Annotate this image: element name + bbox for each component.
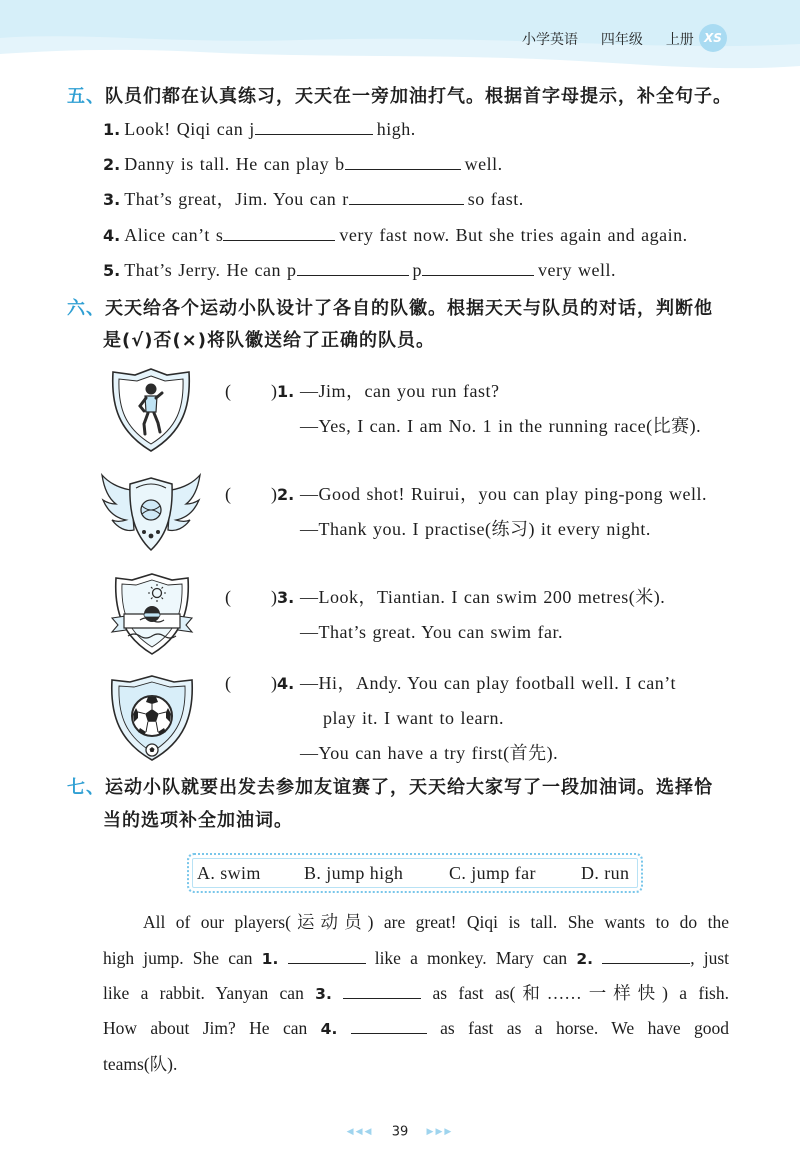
answer-blank (602, 947, 690, 964)
dialogue-line: —You can have a try first(首先). (300, 743, 559, 763)
item-number-group (271, 374, 294, 410)
blank-number: 4. (320, 1020, 338, 1038)
passage-line-3 (103, 976, 729, 1010)
item-number: 2. (103, 155, 121, 174)
item-number-group (271, 477, 294, 513)
grade-label: 四年级 (600, 32, 643, 48)
ping-pong-badge-icon (100, 470, 202, 556)
dialogue-line: —Good shot! Ruirui，you can play ping-pong well. (300, 484, 707, 504)
answer-bracket-open: ( (225, 484, 231, 504)
passage-text: How about Jim? He can (103, 1018, 308, 1038)
section5-instruction: 队员们都在认真练习，天天在一旁加油打气。根据首字母提示，补全句子。 (105, 86, 732, 107)
item-text-before: Look! Qiqi can j (124, 119, 255, 139)
answer-bracket-close: ) (271, 587, 277, 607)
section5-title (67, 80, 732, 114)
exercise-item (103, 112, 416, 146)
answer-bracket-open: ( (225, 673, 231, 693)
item-number: 4. (103, 226, 121, 245)
arrows-left-icon: ◀◀◀ (346, 1127, 374, 1137)
section6-title (67, 292, 713, 326)
option-b: B. jump high (304, 863, 404, 883)
item-text-after: very well. (538, 260, 616, 280)
passage-text: as fast as a horse. We have good (440, 1018, 730, 1038)
page-number: 39 (391, 1124, 409, 1140)
item-text-before: That’s great，Jim. You can r (124, 189, 349, 209)
option-d: D. run (581, 863, 630, 883)
passage-line-1: All of our players(运动员) are great! Qiqi is tall. She wants to do the (143, 912, 729, 932)
item-text-before: That’s Jerry. He can p (124, 260, 297, 280)
arrows-right-icon: ▶▶▶ (426, 1127, 454, 1137)
answer-bracket-open: ( (225, 587, 231, 607)
answer-bracket-close: ) (271, 381, 277, 401)
options-box (187, 853, 643, 893)
section7-instruction-line2: 当的选项补全加油词。 (103, 810, 293, 831)
item-number: 1. (103, 120, 121, 139)
item-text-after: well. (464, 154, 503, 174)
exercise-item (103, 147, 503, 181)
answer-blank (349, 188, 464, 205)
football-badge-icon (108, 672, 196, 764)
answer-blank (255, 118, 373, 135)
item-text-before: Danny is tall. He can play b (124, 154, 345, 174)
blank-number: 1. (261, 950, 279, 968)
blank-number: 2. (576, 950, 594, 968)
section7-instruction-line1: 运动小队就要出发去参加友谊赛了，天天给大家写了一段加油词。选择恰 (105, 777, 713, 798)
answer-bracket-close: ) (271, 484, 277, 504)
passage-text: as fast as(和……一样快) a fish. (432, 983, 729, 1003)
item-text-middle: p (412, 260, 422, 280)
book-title (522, 29, 694, 49)
answer-bracket-close: ) (271, 673, 277, 693)
dialogue-line: —Yes, I can. I am No. 1 in the running race(比赛). (300, 416, 702, 436)
dialogue-line: play it. I want to learn. (323, 708, 504, 728)
answer-blank (297, 259, 409, 276)
section7-title (67, 771, 713, 805)
answer-blank (351, 1017, 427, 1034)
option-a: A. swim (197, 863, 261, 883)
section6-instruction-line2: 是(√)否(×)将队徽送给了正确的队员。 (103, 330, 435, 351)
section6-instruction-line1: 天天给各个运动小队设计了各自的队徽。根据天天与队员的对话，判断他 (105, 298, 713, 319)
passage-text: like a rabbit. Yanyan can (103, 983, 304, 1003)
exercise-item (103, 253, 616, 287)
item-number: 4. (277, 674, 295, 693)
passage-text: high jump. She can (103, 948, 253, 968)
item-text-before: Alice can’t s (124, 225, 224, 245)
dialogue-line: —Jim，can you run fast? (300, 381, 500, 401)
section6-number: 六、 (67, 298, 105, 319)
answer-blank (345, 153, 461, 170)
dialogue-line: —Look，Tiantian. I can swim 200 metres(米). (300, 587, 666, 607)
dialogue-line: —Thank you. I practise(练习) it every night. (300, 519, 651, 539)
item-number: 3. (277, 588, 295, 607)
dialogue-line: —Hi，Andy. You can play football well. I can’t (300, 673, 676, 693)
section7-number: 七、 (67, 777, 105, 798)
item-number: 1. (277, 382, 295, 401)
blank-number: 3. (315, 985, 332, 1003)
dialogue-line: —That’s great. You can swim far. (300, 622, 563, 642)
item-number-group (271, 666, 294, 702)
answer-blank (223, 224, 335, 241)
running-badge-icon (107, 366, 195, 454)
item-number: 2. (277, 485, 295, 504)
item-number: 3. (103, 190, 121, 209)
option-c: C. jump far (449, 863, 536, 883)
exercise-item (103, 182, 524, 216)
item-text-after: so fast. (467, 189, 524, 209)
passage-text: like a monkey. Mary can (374, 948, 568, 968)
item-number-group (271, 580, 294, 616)
section5-number: 五、 (67, 86, 105, 107)
series-badge: XS (699, 24, 727, 52)
subject-label: 小学英语 (522, 32, 578, 48)
swimming-badge-icon (110, 570, 194, 658)
page-footer (300, 1121, 500, 1143)
answer-bracket-open: ( (225, 381, 231, 401)
answer-blank (288, 947, 366, 964)
item-text-after: high. (376, 119, 416, 139)
exercise-item (103, 218, 688, 252)
item-text-after: very fast now. But she tries again and again. (339, 225, 688, 245)
answer-blank (422, 259, 534, 276)
passage-line-5: teams(队). (103, 1054, 178, 1074)
item-number: 5. (103, 261, 121, 280)
passage-text: , just (690, 948, 730, 968)
passage-line-2 (103, 941, 729, 975)
volume-label: 上册 (665, 32, 694, 48)
answer-blank (343, 982, 421, 999)
passage-line-4 (103, 1011, 729, 1045)
